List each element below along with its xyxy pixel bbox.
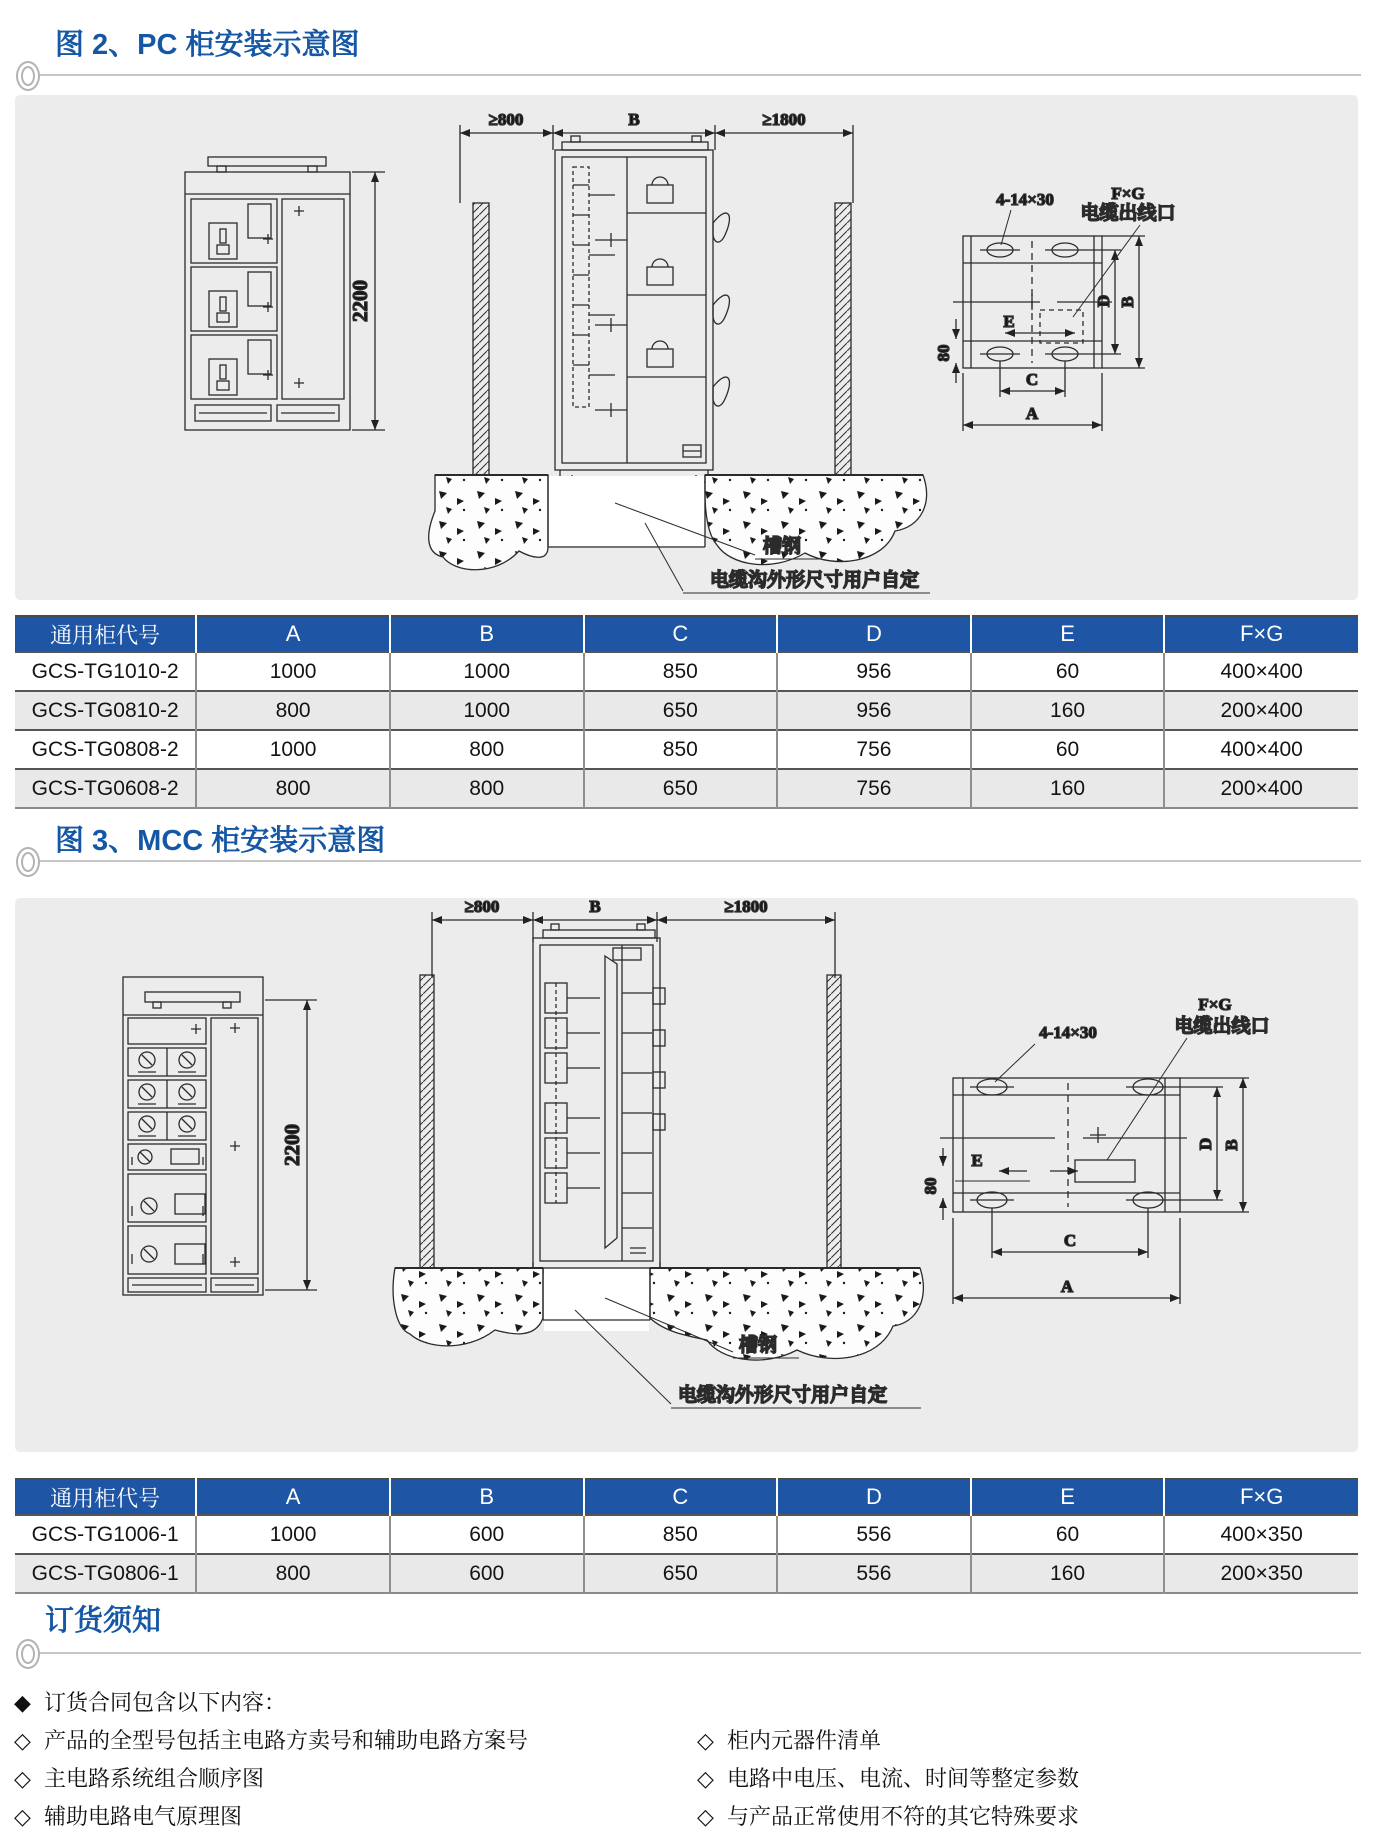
col-header: C	[584, 616, 778, 652]
table-cell: 160	[971, 769, 1165, 808]
table-cell: 956	[777, 652, 971, 691]
fig3-section-title: 图 3、MCC 柜安装示意图	[55, 825, 386, 857]
breaker-icon	[647, 177, 673, 367]
table-cell: 60	[971, 1515, 1165, 1554]
fig3-clearance-left-label: ≥800	[464, 898, 500, 916]
fig2-dim-80-label: 80	[934, 344, 953, 362]
note-item	[697, 1800, 1079, 1831]
fig3-clearance-right-label: ≥1800	[724, 898, 768, 916]
fig2-trench-note-label: 电缆沟外形尺寸用户自定	[710, 570, 920, 591]
col-header: E	[971, 616, 1165, 652]
table-cell: 1000	[196, 1515, 390, 1554]
note-item	[14, 1724, 528, 1755]
fig2-front-view	[185, 157, 385, 430]
table-cell: 556	[777, 1515, 971, 1554]
diamond-icon: ◇	[14, 1804, 31, 1829]
pc-cabinet-table	[15, 615, 1358, 809]
table-cell: 650	[584, 769, 778, 808]
note-item-text: 主电路系统组合顺序图	[44, 1766, 265, 1791]
fig3-fxg-label: F×G	[1198, 995, 1232, 1014]
fig3-side-view	[393, 898, 923, 1408]
col-header: D	[777, 1479, 971, 1515]
col-header: 通用柜代号	[15, 1479, 196, 1515]
fig2-channel-steel-label: 槽钢	[763, 536, 802, 557]
table-cell: GCS-TG0808-2	[31, 737, 179, 761]
table-cell: 1000	[390, 652, 584, 691]
notes-section-title: 订货须知	[45, 1605, 162, 1637]
table-cell: 200×400	[1164, 691, 1358, 730]
table-cell: 756	[777, 730, 971, 769]
col-header: A	[196, 616, 390, 652]
concrete-ground	[393, 1268, 543, 1346]
table-cell: GCS-TG1006-1	[31, 1522, 179, 1546]
table-row	[15, 769, 1358, 808]
fig3-dim-80-label: 80	[921, 1177, 940, 1195]
cable-outlet-opening	[1075, 1160, 1135, 1182]
notes-intro-text: 订货合同包含以下内容：	[44, 1690, 287, 1715]
table-cell: 1000	[390, 691, 584, 730]
table-cell: 1000	[196, 730, 390, 769]
table-cell: 650	[584, 691, 778, 730]
fig3-width-b-label: B	[589, 898, 601, 916]
table-cell: 200×400	[1164, 769, 1358, 808]
col-header: E	[971, 1479, 1165, 1515]
fig2-cable-outlet-label: 电缆出线口	[1080, 203, 1176, 224]
table-cell: 60	[971, 730, 1165, 769]
concrete-ground	[650, 1268, 923, 1360]
fig2-panel	[15, 95, 1358, 600]
col-header: F×G	[1164, 616, 1358, 652]
col-header: A	[196, 1479, 390, 1515]
hatched-wall	[827, 975, 841, 1292]
fig2-dim-a-label: A	[1025, 404, 1039, 423]
col-header: B	[390, 616, 584, 652]
note-item	[14, 1762, 264, 1793]
table-cell: 600	[390, 1515, 584, 1554]
fig2-drawing	[15, 95, 1358, 600]
fig3-dim-c-label: C	[1063, 1231, 1077, 1250]
concrete-ground	[429, 475, 548, 570]
table-cell: 60	[971, 652, 1165, 691]
table-cell: 800	[390, 769, 584, 808]
drawer-unit	[128, 1048, 206, 1140]
diamond-icon: ◇	[14, 1766, 31, 1791]
divider-ring-icon	[16, 1639, 40, 1669]
col-header: D	[777, 616, 971, 652]
fig3-front-view	[123, 977, 317, 1295]
note-item	[14, 1800, 242, 1831]
note-item-text: 产品的全型号包括主电路方卖号和辅助电路方案号	[44, 1728, 529, 1753]
fig3-height-label: 2200	[280, 1124, 304, 1166]
fig2-dim-c-label: C	[1025, 370, 1039, 389]
section-divider	[30, 1652, 1361, 1654]
table-cell: GCS-TG0608-2	[31, 776, 179, 800]
table-cell: 800	[196, 1554, 390, 1593]
fig3-plan-view	[921, 995, 1270, 1304]
fig3-panel	[15, 898, 1358, 1452]
fig3-holes-label: 4-14×30	[1039, 1023, 1097, 1042]
table-cell: GCS-TG1010-2	[31, 659, 179, 683]
note-item	[697, 1762, 1079, 1793]
fig3-dim-b-label: B	[1222, 1139, 1241, 1151]
fig3-drawing	[15, 898, 1358, 1452]
mcc-cabinet-table	[15, 1478, 1358, 1594]
col-header: B	[390, 1479, 584, 1515]
divider-ring-icon	[16, 61, 40, 91]
fig3-dim-e-label: E	[971, 1151, 983, 1170]
table-cell: 400×350	[1164, 1515, 1358, 1554]
table-row	[15, 1515, 1358, 1554]
fig3-dim-a-label: A	[1060, 1277, 1074, 1296]
table-cell: 850	[584, 652, 778, 691]
hatched-wall	[835, 203, 851, 507]
table-cell: 400×400	[1164, 652, 1358, 691]
table-cell: 160	[971, 691, 1165, 730]
fig2-dim-e-label: E	[1003, 312, 1015, 331]
hatched-wall	[473, 203, 489, 507]
note-item-text: 柜内元器件清单	[727, 1728, 882, 1753]
fig3-trench-note-label: 电缆沟外形尺寸用户自定	[678, 1385, 888, 1406]
fig2-clearance-left-label: ≥800	[488, 110, 524, 129]
col-header: F×G	[1164, 1479, 1358, 1515]
hatched-wall	[420, 975, 434, 1292]
note-item	[697, 1724, 881, 1755]
note-item-text: 与产品正常使用不符的其它特殊要求	[727, 1804, 1080, 1829]
fig3-dim-d-label: D	[1196, 1137, 1215, 1151]
fig2-holes-label: 4-14×30	[996, 190, 1054, 209]
fig2-side-view	[429, 110, 930, 593]
table-cell: 756	[777, 769, 971, 808]
col-header: C	[584, 1479, 778, 1515]
fig2-height-label: 2200	[348, 280, 372, 322]
col-header: 通用柜代号	[15, 616, 196, 652]
table-row	[15, 691, 1358, 730]
section-divider	[30, 74, 1361, 76]
diamond-icon: ◇	[697, 1766, 714, 1791]
notes-intro	[14, 1686, 286, 1717]
table-header-row	[15, 616, 1358, 652]
section-divider	[30, 860, 1361, 862]
table-cell: 400×400	[1164, 730, 1358, 769]
note-item-text: 电路中电压、电流、时间等整定参数	[727, 1766, 1080, 1791]
fig2-dim-b-label: B	[1118, 296, 1137, 308]
table-row	[15, 1554, 1358, 1593]
terminal-stub	[653, 988, 665, 1130]
diamond-icon: ◇	[697, 1728, 714, 1753]
divider-ring-icon	[16, 847, 40, 877]
table-row	[15, 730, 1358, 769]
table-cell: GCS-TG0806-1	[31, 1561, 179, 1585]
table-cell: GCS-TG0810-2	[31, 698, 179, 722]
table-row	[15, 652, 1358, 691]
fig3-channel-steel-label: 槽钢	[739, 1335, 778, 1356]
table-cell: 200×350	[1164, 1554, 1358, 1593]
table-cell: 160	[971, 1554, 1165, 1593]
table-cell: 650	[584, 1554, 778, 1593]
fig3-cable-outlet-label: 电缆出线口	[1174, 1016, 1270, 1037]
diamond-icon: ◇	[14, 1728, 31, 1753]
table-cell: 1000	[196, 652, 390, 691]
diamond-icon: ◇	[697, 1804, 714, 1829]
table-cell: 850	[584, 730, 778, 769]
concrete-ground	[705, 475, 927, 565]
fig2-width-b-label: B	[628, 110, 640, 129]
mounting-hole	[970, 1079, 1170, 1208]
fig2-plan-view	[934, 184, 1176, 431]
table-cell: 956	[777, 691, 971, 730]
fig2-dim-d-label: D	[1094, 294, 1113, 308]
table-cell: 850	[584, 1515, 778, 1554]
fig2-clearance-right-label: ≥1800	[762, 110, 806, 129]
fig2-section-title: 图 2、PC 柜安装示意图	[55, 29, 360, 61]
table-header-row	[15, 1479, 1358, 1515]
filled-diamond-icon: ◆	[14, 1690, 31, 1715]
table-cell: 800	[196, 691, 390, 730]
table-cell: 800	[390, 730, 584, 769]
table-cell: 600	[390, 1554, 584, 1593]
fig2-fxg-label: F×G	[1111, 184, 1145, 203]
table-cell: 800	[196, 769, 390, 808]
cable-outlet-opening	[1040, 310, 1083, 343]
table-cell: 556	[777, 1554, 971, 1593]
note-item-text: 辅助电路电气原理图	[44, 1804, 243, 1829]
